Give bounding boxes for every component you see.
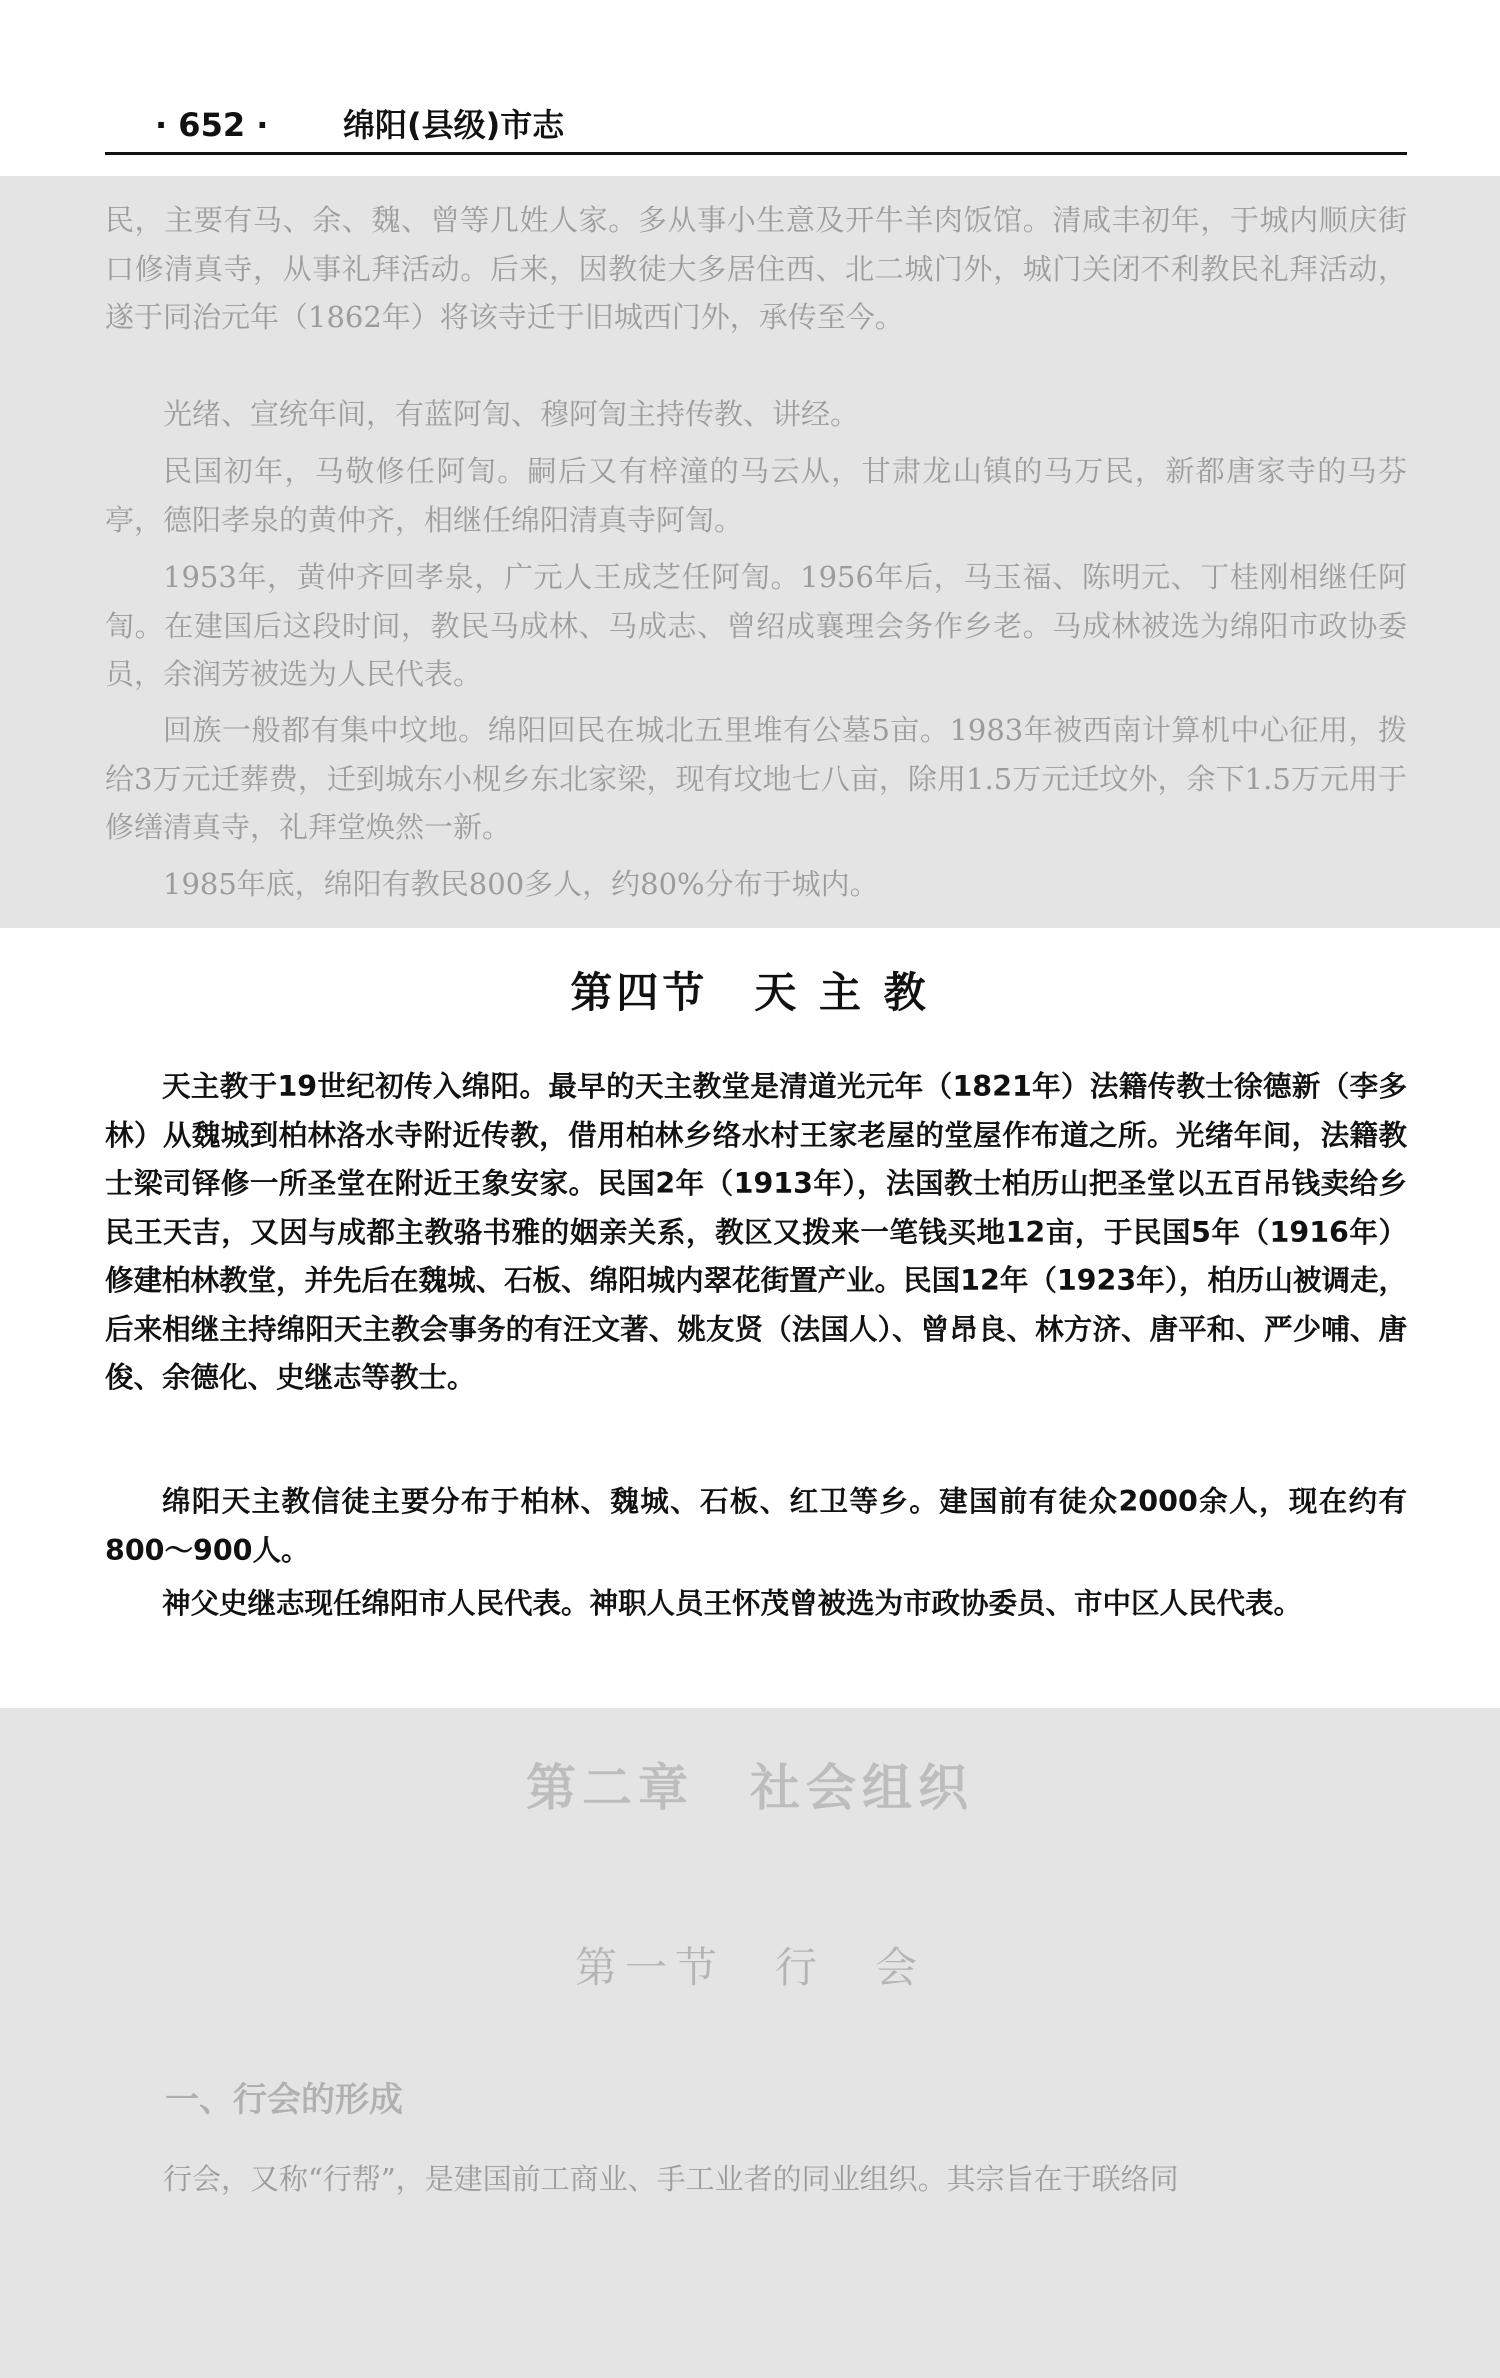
catholic-paragraph-2: 绵阳天主教信徒主要分布于柏林、魏城、石板、红卫等乡。建国前有徒众2000余人，现在约有800～900人。 (105, 1485, 1407, 1567)
book-title: 绵阳(县级)市志 (343, 106, 565, 144)
subheading-guild-formation: 一、行会的形成 (165, 2080, 403, 2120)
section-title-catholicism: 第四节 天 主 教 (570, 968, 930, 1017)
section-title-guilds: 第一节 行 会 (574, 1943, 925, 1992)
chapter-title-social-organizations: 第二章 社会组织 (526, 1759, 974, 1817)
top-paragraph-2: 光绪、宣统年间，有蓝阿訇、穆阿訇主持传教、讲经。 (163, 397, 860, 431)
top-paragraph-4: 1953年，黄仲齐回孝泉，广元人王成芝任阿訇。1956年后，马玉福、陈明元、丁桂刚相继任阿訇。在建国后这段时间，教民马成林、马成志、曾绍成襄理会务作乡老。马成林被选为绵阳市政协委员，余润芳被选为人民代表。 (105, 560, 1407, 691)
top-paragraph-1: 民，主要有马、余、魏、曾等几姓人家。多从事小生意及开牛羊肉饭馆。清咸丰初年，于城内顺庆街口修清真寺，从事礼拜活动。后来，因教徒大多居住西、北二城门外，城门关闭不利教民礼拜活动，遂于同治元年（1862年）将该寺迁于旧城西门外，承传至今。 (105, 203, 1407, 334)
page-header (105, 98, 1407, 155)
guild-paragraph: 行会，又称“行帮”，是建国前工商业、手工业者的同业组织。其宗旨在于联络同 (163, 2162, 1179, 2196)
top-paragraph-5: 回族一般都有集中坟地。绵阳回民在城北五里堆有公墓5亩。1983年被西南计算机中心征用，拨给3万元迁葬费，迁到城东小枧乡东北家梁，现有坟地七八亩，除用1.5万元迁坟外，余下1.5万元用于修缮清真寺，礼拜堂焕然一新。 (105, 713, 1407, 844)
page-number: · 652 · (155, 106, 269, 144)
top-paragraph-3: 民国初年，马敬修任阿訇。嗣后又有梓潼的马云从，甘肃龙山镇的马万民，新都唐家寺的马芬亭，德阳孝泉的黄仲齐，相继任绵阳清真寺阿訇。 (105, 454, 1407, 537)
catholic-paragraph-3: 神父史继志现任绵阳市人民代表。神职人员王怀茂曾被选为市政协委员、市中区人民代表。 (162, 1587, 1303, 1620)
top-paragraph-6: 1985年底，绵阳有教民800多人，约80%分布于城内。 (163, 867, 879, 901)
catholic-paragraph-1: 天主教于19世纪初传入绵阳。最早的天主教堂是清道光元年（1821年）法籍传教士徐德新（李多林）从魏城到柏林洛水寺附近传教，借用柏林乡络水村王家老屋的堂屋作布道之所。光绪年间，法籍教士梁司铎修一所圣堂在附近王象安家。民国2年（1913年），法国教士柏历山把圣堂以五百吊钱卖给乡民王天吉，又因与成都主教骆书雅的姻亲关系，教区又拨来一笔钱买地12亩，于民国5年（1916年）修建柏林教堂，并先后在魏城、石板、绵阳城内翠花街置产业。民国12年（1923年），柏历山被调走，后来相继主持绵阳天主教会事务的有汪文著、姚友贤（法国人）、曾昂良、林方济、唐平和、严少哺、唐俊、余德化、史继志等教士。 (105, 1070, 1407, 1394)
